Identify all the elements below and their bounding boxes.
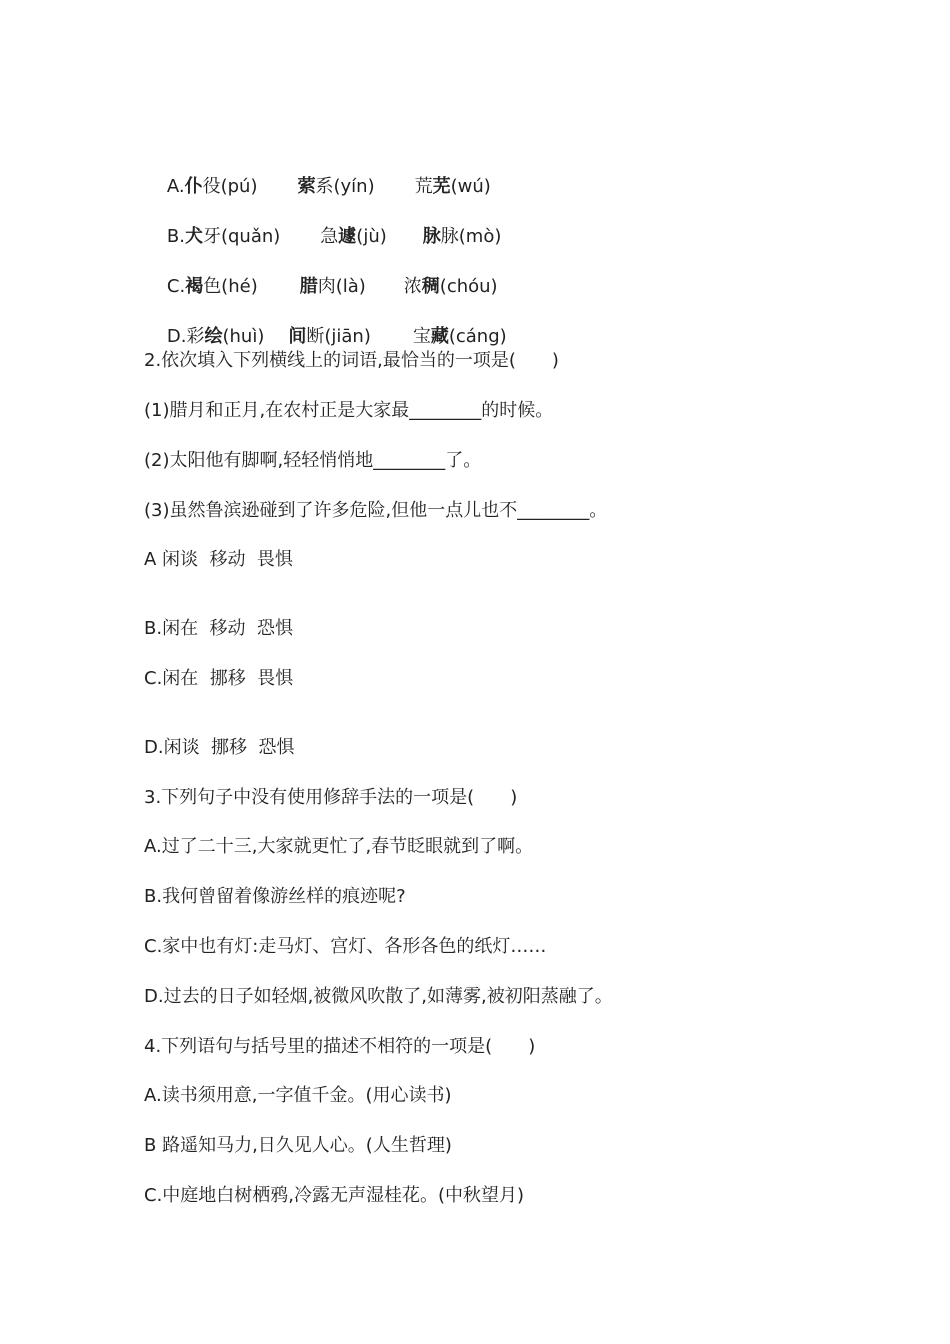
q2-option-c: C.闲在 挪移 畏惧 (144, 668, 294, 689)
word-post: 肉(là) (317, 276, 366, 297)
word-pre: 彩 (186, 326, 205, 347)
word-bold-char: 腊 (299, 276, 318, 297)
word-bold-char: 仆 (184, 176, 203, 197)
q2-option-a: A 闲谈 移动 畏惧 (144, 549, 293, 570)
word-pre: 荒 (414, 176, 433, 197)
option-label: C. (166, 276, 186, 297)
word-post: (chóu) (439, 276, 498, 297)
q4-stem: 4.下列语句与括号里的描述不相符的一项是( ) (144, 1036, 536, 1057)
q1-option-b (144, 198, 502, 247)
word-post: (cáng) (448, 326, 507, 347)
q3-option-c: C.家中也有灯:走马灯、宫灯、各形各色的纸灯…… (144, 936, 547, 957)
q1-option-c (144, 248, 498, 297)
word-post: (wú) (450, 176, 491, 197)
word-post: 断(jiān) (306, 326, 371, 347)
word-bold-char: 犬 (184, 226, 203, 247)
word-bold-char: 遽 (338, 226, 357, 247)
q2-sentence-3: (3)虽然鲁滨逊碰到了许多危险,但他一点儿也不________。 (144, 500, 608, 521)
word-post: (huì) (222, 326, 265, 347)
q3-option-a: A.过了二十三,大家就更忙了,春节眨眼就到了啊。 (144, 836, 534, 857)
q1-option-a (144, 148, 491, 197)
word-pre: 浓 (403, 276, 422, 297)
word-post: (jù) (356, 226, 387, 247)
word-post: 脉(mò) (440, 226, 502, 247)
word-bold-char: 间 (288, 326, 307, 347)
q3-option-d: D.过去的日子如轻烟,被微风吹散了,如薄雾,被初阳蒸融了。 (144, 986, 613, 1007)
word-post: 役(pú) (202, 176, 258, 197)
word-post: 牙(quǎn) (202, 226, 281, 247)
option-label: D. (166, 326, 187, 347)
q2-option-b: B.闲在 移动 恐惧 (144, 618, 293, 639)
word-bold-char: 芜 (432, 176, 451, 197)
word-bold-char: 褐 (185, 276, 204, 297)
q4-option-a: A.读书须用意,一字值千金。(用心读书) (144, 1085, 452, 1106)
option-label: B. (166, 226, 185, 247)
word-bold-char: 绘 (204, 326, 223, 347)
word-post: 色(hé) (203, 276, 258, 297)
q2-sentence-2: (2)太阳他有脚啊,轻轻悄悄地________了。 (144, 450, 482, 471)
q3-option-b: B.我何曾留着像游丝样的痕迹呢? (144, 886, 406, 907)
word-post: 系(yín) (315, 176, 375, 197)
word-bold-char: 脉 (422, 226, 441, 247)
word-bold-char: 藏 (430, 326, 449, 347)
word-bold-char: 萦 (297, 176, 316, 197)
q4-option-c: C.中庭地白树栖鸦,冷露无声湿桂花。(中秋望月) (144, 1185, 525, 1206)
word-pre: 急 (320, 226, 339, 247)
q2-stem: 2.依次填入下列横线上的词语,最恰当的一项是( ) (144, 350, 559, 371)
q4-option-b: B 路遥知马力,日久见人心。(人生哲理) (144, 1135, 452, 1156)
q1-option-d (144, 298, 507, 347)
option-label: A. (166, 176, 185, 197)
q2-option-d: D.闲谈 挪移 恐惧 (144, 737, 295, 758)
q3-stem: 3.下列句子中没有使用修辞手法的一项是( ) (144, 787, 518, 808)
word-bold-char: 稠 (421, 276, 440, 297)
word-pre: 宝 (412, 326, 431, 347)
q2-sentence-1: (1)腊月和正月,在农村正是大家最________的时候。 (144, 400, 554, 421)
